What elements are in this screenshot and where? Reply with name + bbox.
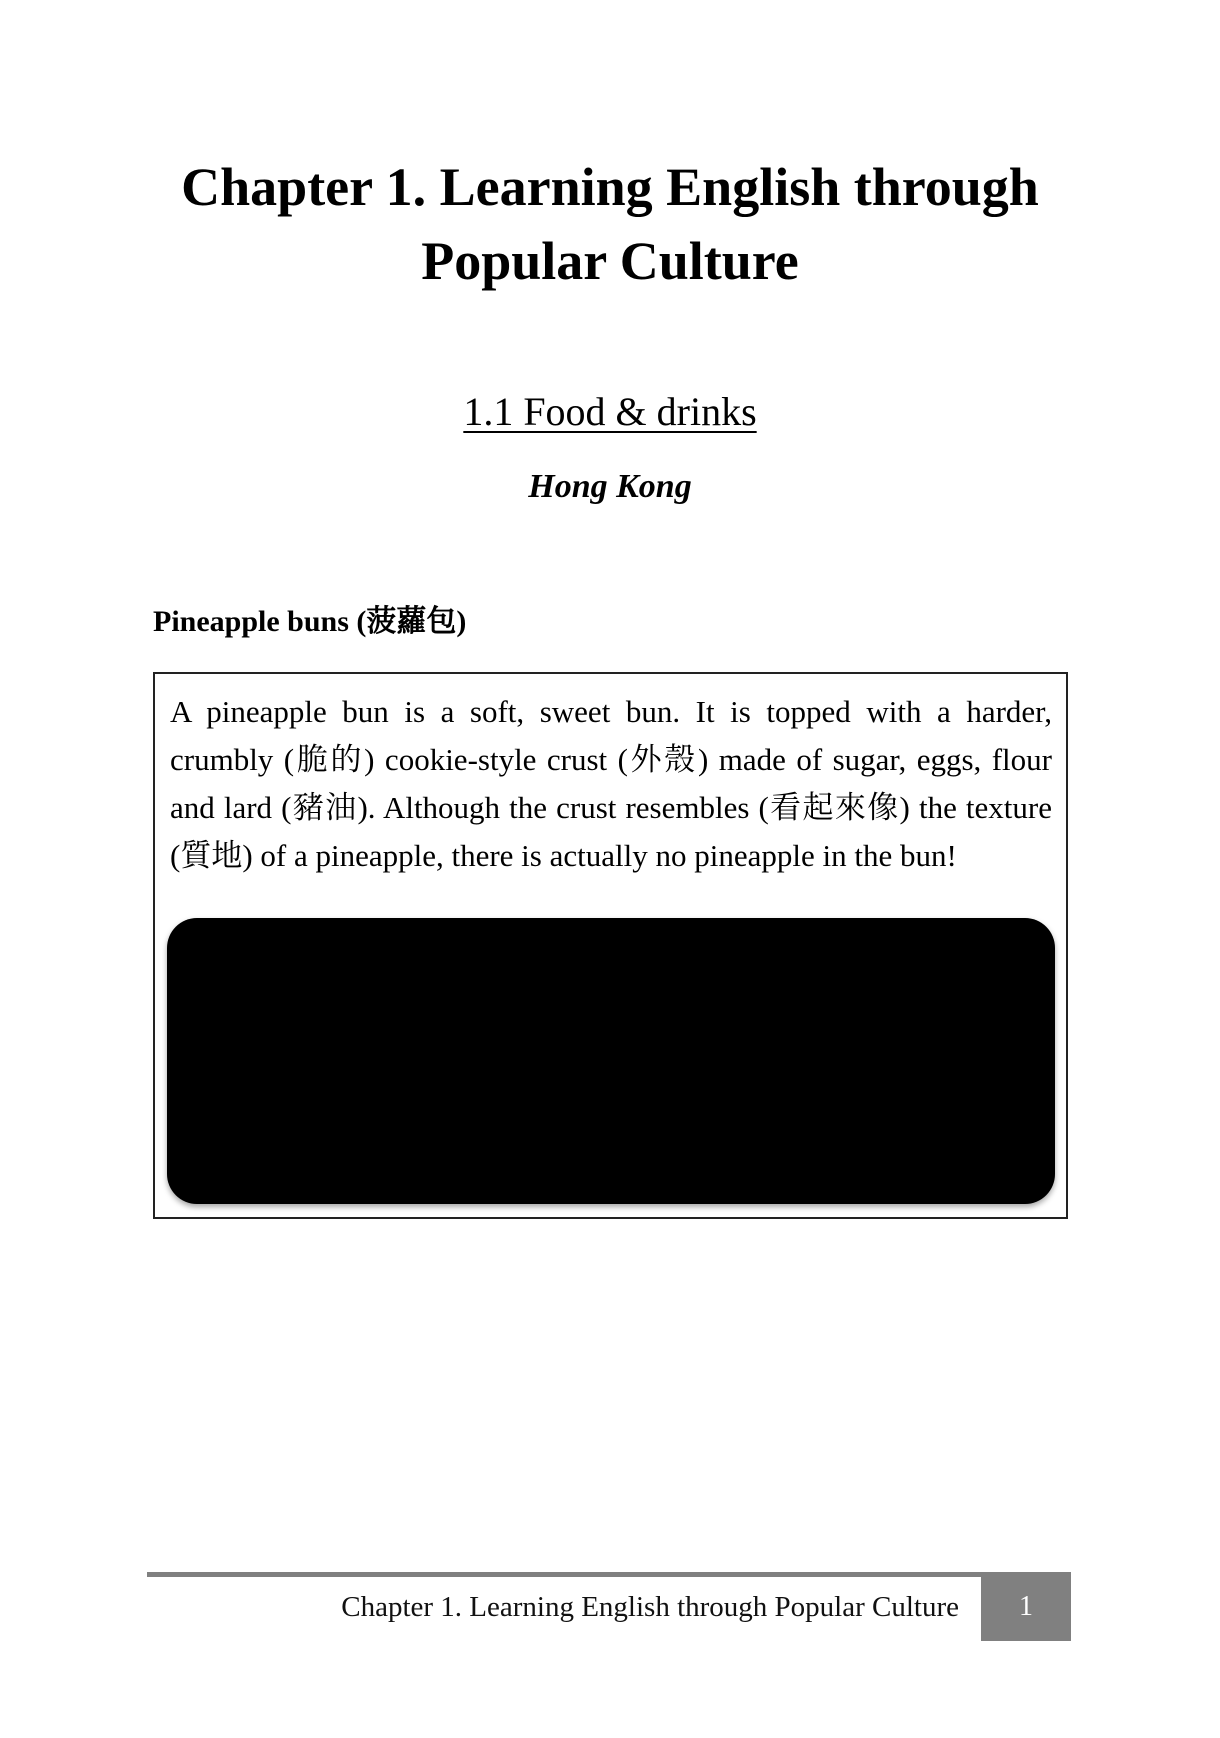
chapter-title bbox=[0, 150, 1220, 298]
item-heading: Pineapple buns (菠蘿包) bbox=[153, 605, 467, 638]
page-number: 1 bbox=[981, 1572, 1071, 1641]
redacted-image bbox=[167, 918, 1055, 1204]
region-heading: Hong Kong bbox=[528, 468, 692, 505]
chapter-title-line-1: Chapter 1. Learning English through bbox=[181, 157, 1039, 217]
footer-running-title: Chapter 1. Learning English through Popular Culture bbox=[341, 1591, 959, 1623]
content-box bbox=[153, 672, 1068, 1219]
section-heading-text: 1.1 Food & drinks bbox=[463, 389, 757, 434]
footer-rule bbox=[147, 1572, 981, 1577]
section-heading bbox=[0, 386, 1220, 438]
item-description: A pineapple bun is a soft, sweet bun. It is topped with a harder, crumbly (脆的) cookie-style crust (外殼) made of sugar, eggs, flour and lard (豬油). Although the crust resembles (看起來像) the texture (質地) of a pineapple, there is actually no pineapple in the bun! bbox=[170, 694, 1052, 873]
chapter-title-line-2: Popular Culture bbox=[421, 231, 799, 291]
